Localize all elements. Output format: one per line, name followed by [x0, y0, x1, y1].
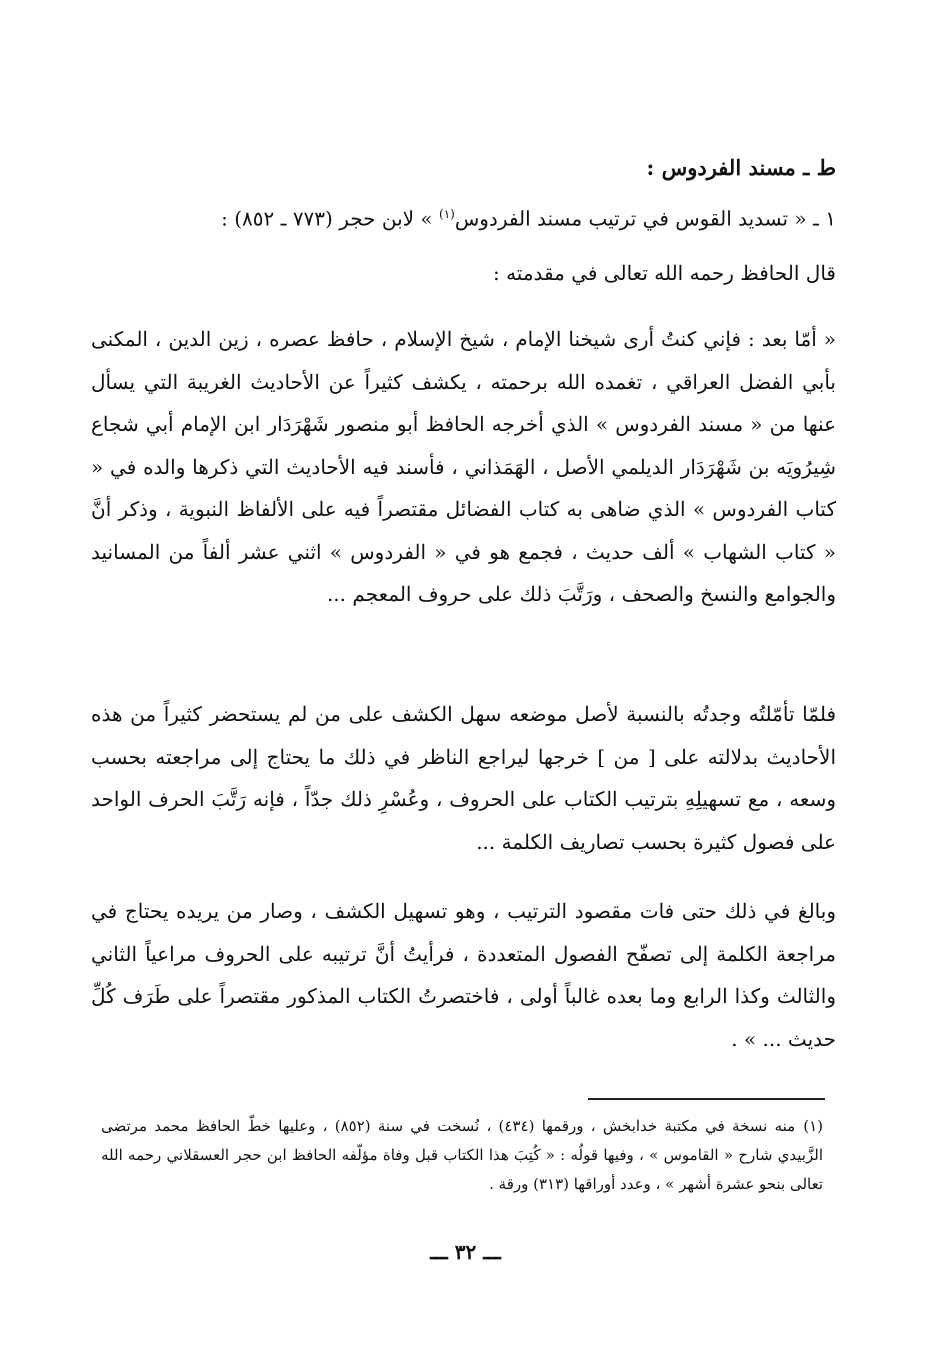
quote-paragraph-3: وبالغ في ذلك حتى فات مقصود الترتيب ، وهو تسهيل الكشف ، وصار من يريده يحتاج في مراجعة الكلمة إلى تصفّح الفصول المتعددة ، فرأيتُ أنَّ ترتيبه على الحروف مراعياً الثاني والثالث وكذا الرابع وما بعده غالباً أولى ، فاختصرتُ الكتاب المذكور مقتصراً على طَرَف كُلِّ حديث ... » .	[91, 899, 836, 1051]
footnote	[101, 1112, 823, 1199]
intro-line: قال الحافظ رحمه الله تعالى في مقدمته :	[492, 261, 836, 285]
quote-paragraph-1: « أمّا بعد : فإني كنتُ أرى شيخنا الإمام ، شيخ الإسلام ، حافظ عصره ، زين الدين ، المكنى بأبي الفضل العراقي ، تغمده الله برحمته ، يكشف كثيراً عن الأحاديث الغريبة التي يسأل عنها من « مسند الفردوس » الذي أخرجه الحافظ أبو منصور شَهْرَدَار ابن الإمام أبي شجاع شِيرُويَه بن شَهْرَدَار الديلمي الأصل ، الهَمَذاني ، فأسند فيه الأحاديث التي ذكرها والده في « كتاب الفردوس » الذي ضاهى به كتاب الفضائل مقتصراً فيه على الألفاظ النبوية ، وذكر أنَّ « كتاب الشهاب » ألف حديث ، فجمع هو في « الفردوس » اثني عشر ألفاً من المسانيد والجوامع والنسخ والصحف ، ورَتَّبَ ذلك على حروف المعجم ...	[91, 327, 836, 606]
book-entry-author: » لابن حجر (٧٧٣ ـ ٨٥٢) :	[221, 206, 440, 231]
book-entry	[96, 197, 836, 236]
footnote-marker[interactable]: (١)	[439, 207, 455, 221]
footnote-number: (١)	[803, 1117, 823, 1135]
section-heading: ط ـ مسند الفردوس :	[646, 155, 836, 180]
page-number: ـــ ٣٢ ـــ	[430, 1240, 501, 1264]
book-entry-title: ١ ـ « تسديد القوس في ترتيب مسند الفردوس	[454, 206, 836, 231]
footnote-divider	[588, 1098, 825, 1100]
footnote-text: منه نسخة في مكتبة خدابخش ، ورقمها (٤٣٤) ، نُسخت في سنة (٨٥٢) ، وعليها خطّ الحافظ محمد مرتضى الزَّبيدي شارح « القاموس » ، وفيها قولُه : « كُتِبَ هذا الكتاب قبل وفاة مؤلّفه الحافظ ابن حجر العسقلاني رحمه الله تعالى بنحو عشرة أشهر » ، وعدد أوراقها (٣١٣) ورقة .	[101, 1117, 823, 1193]
quote-paragraph-2: فلمّا تأمّلتُه وجدتُه بالنسبة لأصل موضعه سهل الكشف على من لم يستحضر كثيراً من هذه الأحاديث بدلالته على [ من ] خرجها ليراجع الناظر في ذلك ما يحتاج إلى مراجعته بحسب وسعه ، مع تسهيلِهِ بترتيب الكتاب على الحروف ، وعُسْرِ ذلك جدّاً ، فإنه رَتَّبَ الحرف الواحد على فصول كثيرة بحسب تصاريف الكلمة ...	[91, 702, 836, 854]
